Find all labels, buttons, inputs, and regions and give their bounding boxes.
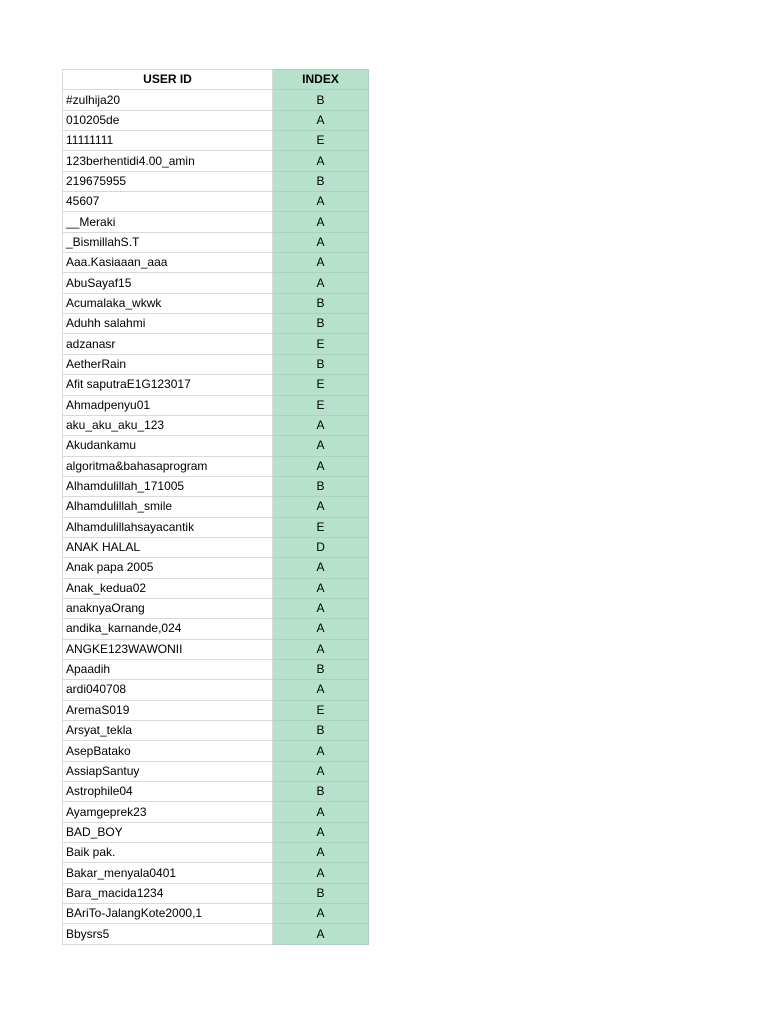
table-row — [63, 639, 369, 659]
table-row — [63, 497, 369, 517]
table-row — [63, 558, 369, 578]
table-row — [63, 883, 369, 903]
index-cell[interactable]: A — [273, 639, 369, 659]
user-id-cell[interactable]: AbuSayaf15 — [63, 273, 273, 293]
user-id-cell[interactable]: Ahmadpenyu01 — [63, 395, 273, 415]
table-row — [63, 354, 369, 374]
user-id-cell[interactable]: Alhamdulillah_171005 — [63, 476, 273, 496]
user-id-cell[interactable]: Alhamdulillah_smile — [63, 497, 273, 517]
index-cell[interactable]: A — [273, 741, 369, 761]
table-body — [63, 90, 369, 944]
index-cell[interactable]: A — [273, 497, 369, 517]
index-cell[interactable]: B — [273, 354, 369, 374]
index-cell[interactable]: A — [273, 802, 369, 822]
index-cell[interactable]: A — [273, 110, 369, 130]
index-cell[interactable]: A — [273, 212, 369, 232]
table-row — [63, 192, 369, 212]
table-row — [63, 924, 369, 944]
user-index-table — [62, 69, 369, 945]
table-row — [63, 598, 369, 618]
user-id-cell[interactable]: Aaa.Kasiaaan_aaa — [63, 253, 273, 273]
index-cell[interactable]: E — [273, 375, 369, 395]
user-id-cell[interactable]: aku_aku_aku_123 — [63, 415, 273, 435]
table-row — [63, 171, 369, 191]
table-row — [63, 232, 369, 252]
user-id-cell[interactable]: ANAK HALAL — [63, 537, 273, 557]
table-row — [63, 253, 369, 273]
table-row — [63, 110, 369, 130]
index-cell[interactable]: A — [273, 192, 369, 212]
table-row — [63, 700, 369, 720]
table-row — [63, 273, 369, 293]
index-cell[interactable]: A — [273, 680, 369, 700]
table-row — [63, 314, 369, 334]
user-id-cell[interactable]: Ayamgeprek23 — [63, 802, 273, 822]
index-cell[interactable]: E — [273, 700, 369, 720]
index-cell[interactable]: B — [273, 721, 369, 741]
index-cell[interactable]: A — [273, 904, 369, 924]
user-id-cell[interactable]: #zulhija20 — [63, 90, 273, 110]
user-id-cell[interactable]: AremaS019 — [63, 700, 273, 720]
index-cell[interactable]: B — [273, 314, 369, 334]
user-id-cell[interactable]: Arsyat_tekla — [63, 721, 273, 741]
index-cell[interactable]: A — [273, 456, 369, 476]
index-cell[interactable]: A — [273, 761, 369, 781]
index-cell[interactable]: B — [273, 782, 369, 802]
index-cell[interactable]: A — [273, 558, 369, 578]
index-cell[interactable]: B — [273, 659, 369, 679]
table-row — [63, 293, 369, 313]
user-id-cell[interactable]: AssiapSantuy — [63, 761, 273, 781]
index-cell[interactable]: A — [273, 822, 369, 842]
index-cell[interactable]: A — [273, 924, 369, 944]
index-cell[interactable]: A — [273, 843, 369, 863]
user-id-cell[interactable]: ardi040708 — [63, 680, 273, 700]
index-cell[interactable]: E — [273, 131, 369, 151]
index-cell[interactable]: B — [273, 476, 369, 496]
index-cell[interactable]: A — [273, 598, 369, 618]
index-cell[interactable]: B — [273, 883, 369, 903]
table-row — [63, 375, 369, 395]
index-cell[interactable]: B — [273, 90, 369, 110]
user-id-cell[interactable]: Anak papa 2005 — [63, 558, 273, 578]
index-cell[interactable]: A — [273, 273, 369, 293]
table-row — [63, 578, 369, 598]
table-row — [63, 721, 369, 741]
user-id-cell[interactable]: Alhamdulillahsayacantik — [63, 517, 273, 537]
table-header-row — [63, 70, 369, 90]
index-cell[interactable]: A — [273, 619, 369, 639]
table-row — [63, 131, 369, 151]
user-id-cell[interactable]: Baik pak. — [63, 843, 273, 863]
user-id-cell[interactable]: AsepBatako — [63, 741, 273, 761]
table-row — [63, 659, 369, 679]
table-row — [63, 537, 369, 557]
user-id-cell[interactable]: andika_karnande,024 — [63, 619, 273, 639]
table-row — [63, 90, 369, 110]
index-cell[interactable]: A — [273, 436, 369, 456]
index-cell[interactable]: E — [273, 395, 369, 415]
index-cell[interactable]: A — [273, 151, 369, 171]
user-id-cell[interactable]: AetherRain — [63, 354, 273, 374]
user-id-cell[interactable]: Bakar_menyala0401 — [63, 863, 273, 883]
user-id-header: USER ID — [63, 70, 273, 90]
index-cell[interactable]: D — [273, 537, 369, 557]
index-header: INDEX — [273, 70, 369, 90]
table-row — [63, 782, 369, 802]
user-id-cell[interactable]: Bara_macida1234 — [63, 883, 273, 903]
table-row — [63, 517, 369, 537]
index-cell[interactable]: E — [273, 334, 369, 354]
index-cell[interactable]: B — [273, 171, 369, 191]
table-row — [63, 436, 369, 456]
user-id-cell[interactable]: Acumalaka_wkwk — [63, 293, 273, 313]
index-cell[interactable]: A — [273, 232, 369, 252]
user-id-cell[interactable]: Astrophile04 — [63, 782, 273, 802]
table-row — [63, 680, 369, 700]
user-id-cell[interactable]: adzanasr — [63, 334, 273, 354]
user-id-cell[interactable]: 11111111 — [63, 131, 273, 151]
user-id-cell[interactable]: Anak_kedua02 — [63, 578, 273, 598]
index-cell[interactable]: A — [273, 863, 369, 883]
table-row — [63, 619, 369, 639]
table-row — [63, 863, 369, 883]
user-id-cell[interactable]: 123berhentidi4.00_amin — [63, 151, 273, 171]
user-id-cell[interactable]: Apaadih — [63, 659, 273, 679]
user-id-cell[interactable]: anaknyaOrang — [63, 598, 273, 618]
user-id-cell[interactable]: algoritma&bahasaprogram — [63, 456, 273, 476]
user-id-cell[interactable]: Afit saputraE1G123017 — [63, 375, 273, 395]
user-id-cell[interactable]: 219675955 — [63, 171, 273, 191]
index-cell[interactable]: A — [273, 415, 369, 435]
table-row — [63, 395, 369, 415]
user-id-cell[interactable]: Aduhh salahmi — [63, 314, 273, 334]
user-id-cell[interactable]: ANGKE123WAWONII — [63, 639, 273, 659]
table-row — [63, 334, 369, 354]
table-row — [63, 741, 369, 761]
user-id-cell[interactable]: Bbysrs5 — [63, 924, 273, 944]
user-id-cell[interactable]: 45607 — [63, 192, 273, 212]
table-row — [63, 151, 369, 171]
user-id-cell[interactable]: BAD_BOY — [63, 822, 273, 842]
table-row — [63, 212, 369, 232]
table-row — [63, 761, 369, 781]
table-row — [63, 802, 369, 822]
user-id-cell[interactable]: __Meraki — [63, 212, 273, 232]
index-cell[interactable]: A — [273, 578, 369, 598]
user-id-cell[interactable]: 010205de — [63, 110, 273, 130]
user-id-cell[interactable]: _BismillahS.T — [63, 232, 273, 252]
table-row — [63, 904, 369, 924]
table-row — [63, 843, 369, 863]
user-id-cell[interactable]: Akudankamu — [63, 436, 273, 456]
user-id-cell[interactable]: BAriTo-JalangKote2000,1 — [63, 904, 273, 924]
table-row — [63, 822, 369, 842]
index-cell[interactable]: A — [273, 253, 369, 273]
table-row — [63, 476, 369, 496]
index-cell[interactable]: B — [273, 293, 369, 313]
table-row — [63, 456, 369, 476]
table-row — [63, 415, 369, 435]
index-cell[interactable]: E — [273, 517, 369, 537]
